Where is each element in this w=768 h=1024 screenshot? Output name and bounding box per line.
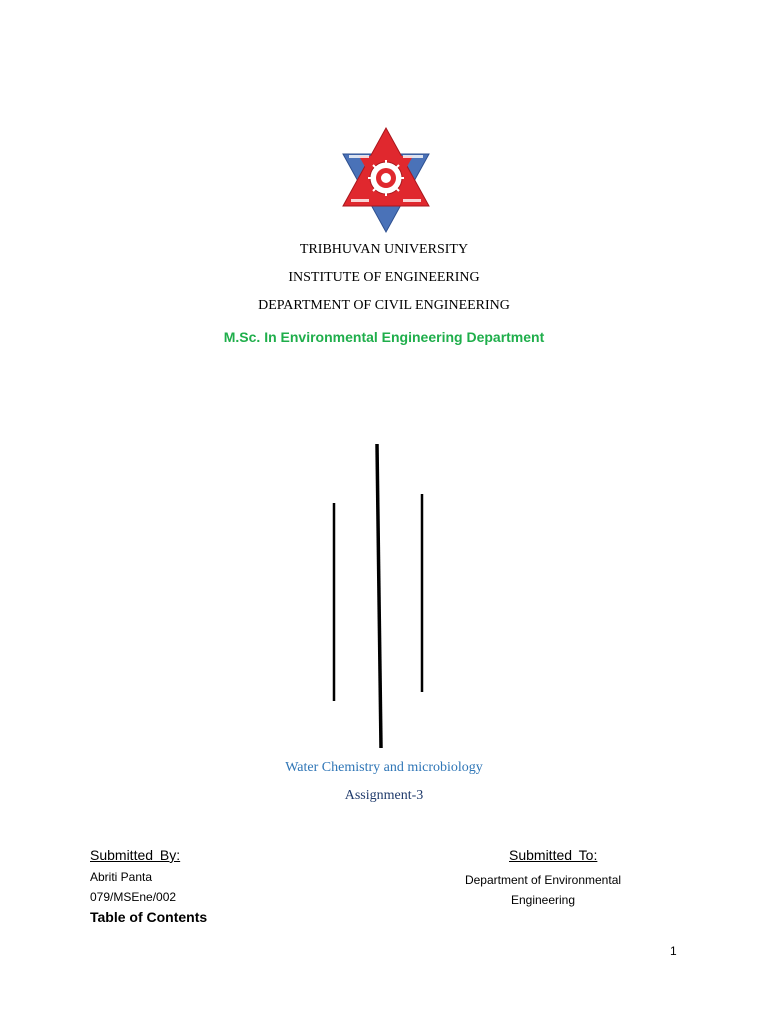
university-name: TRIBHUVAN UNIVERSITY (299, 242, 469, 257)
submitted-to-label: Submitted To: (509, 847, 598, 863)
submitter-name: Abriti Panta (90, 870, 153, 884)
decorative-vertical-bars (320, 440, 440, 752)
institute-name: INSTITUTE OF ENGINEERING (288, 270, 480, 285)
assignment-title: Assignment-3 (344, 788, 424, 803)
submitted-to-line1: Department of Environmental (464, 873, 622, 887)
program-title: M.Sc. In Environmental Engineering Department (223, 329, 545, 345)
page-number: 1 (670, 944, 677, 958)
department-name: DEPARTMENT OF CIVIL ENGINEERING (258, 298, 510, 313)
tribhuvan-university-emblem-icon (341, 126, 431, 234)
submitted-by-label: Submitted By: (90, 847, 181, 863)
subject-title: Water Chemistry and microbiology (285, 760, 483, 775)
submitter-id: 079/MSEne/002 (90, 890, 177, 904)
decorative-bar-center (377, 444, 381, 748)
toc-heading: Table of Contents (90, 909, 208, 925)
submitted-to-block (443, 870, 643, 910)
submitted-to-line2: Engineering (510, 893, 576, 907)
